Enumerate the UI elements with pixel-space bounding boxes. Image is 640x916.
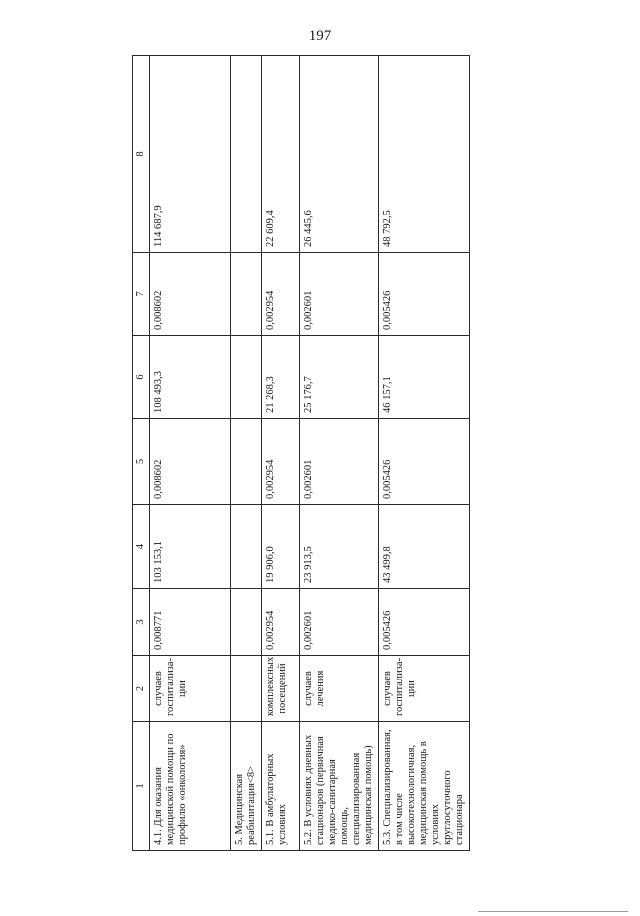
column-header: 6 [133,336,150,419]
cell-value: 26 445,6 [300,56,379,253]
cell-value: 43 499,8 [379,505,470,589]
row-name: 5. Медицинская реабилитация<8> [231,722,262,851]
cell-value: 0,002601 [300,419,379,505]
column-header: 7 [133,253,150,336]
row-unit [231,656,262,722]
column-header: 5 [133,419,150,505]
cell-value [231,589,262,656]
table-row [231,56,262,851]
table-row [262,56,300,851]
column-header: 3 [133,589,150,656]
column-header: 4 [133,505,150,589]
header-row [133,56,150,851]
row-name: 5.1. В амбулаторных условиях [262,722,300,851]
table-row [150,56,231,851]
cell-value: 0,002954 [262,419,300,505]
cell-value: 0,002601 [300,253,379,336]
cell-value: 114 687,9 [150,56,231,253]
cell-value: 22 609,4 [262,56,300,253]
cell-value: 21 268,3 [262,336,300,419]
data-table [132,55,470,851]
row-unit: случаев лечения [300,656,379,722]
cell-value: 0,002954 [262,253,300,336]
cell-value: 0,005426 [379,253,470,336]
cell-value: 23 913,5 [300,505,379,589]
column-header: 2 [133,656,150,722]
cell-value [231,336,262,419]
cell-value: 48 792,5 [379,56,470,253]
cell-value: 0,002954 [262,589,300,656]
cell-value: 25 176,7 [300,336,379,419]
row-unit: случаев госпитализа-ции [379,656,470,722]
table-row [300,56,379,851]
cell-value: 103 153,1 [150,505,231,589]
column-header: 8 [133,56,150,253]
cell-value: 0,008771 [150,589,231,656]
cell-value: 0,005426 [379,589,470,656]
column-header: 1 [133,722,150,851]
cell-value [231,56,262,253]
cell-value: 0,002601 [300,589,379,656]
row-name: 5.2. В условиях дневных стационаров (первичная медико-санитарная помощь, специализированная медицинская помощь) [300,722,379,851]
cell-value: 0,008602 [150,253,231,336]
row-name: 4.1. Для оказания медицинской помощи по профилю «онкология» [150,722,231,851]
cell-value [231,419,262,505]
cell-value: 19 906,0 [262,505,300,589]
cell-value [231,253,262,336]
table-viewport [132,56,465,851]
cell-value: 46 157,1 [379,336,470,419]
row-name: 5.3. Специализированная, в том числе высокотехнологичная, медицинская помощь в условиях круглосуточного стационара [379,722,470,851]
page-number: 197 [308,28,332,44]
rotated-table-container [132,56,465,851]
row-unit: комплексных посещений [262,656,300,722]
table-row [379,56,470,851]
row-unit: случаев госпитализа-ции [150,656,231,722]
cell-value: 0,008602 [150,419,231,505]
cell-value: 108 493,3 [150,336,231,419]
cell-value: 0,005426 [379,419,470,505]
scan-artifact-line [478,911,628,912]
cell-value [231,505,262,589]
